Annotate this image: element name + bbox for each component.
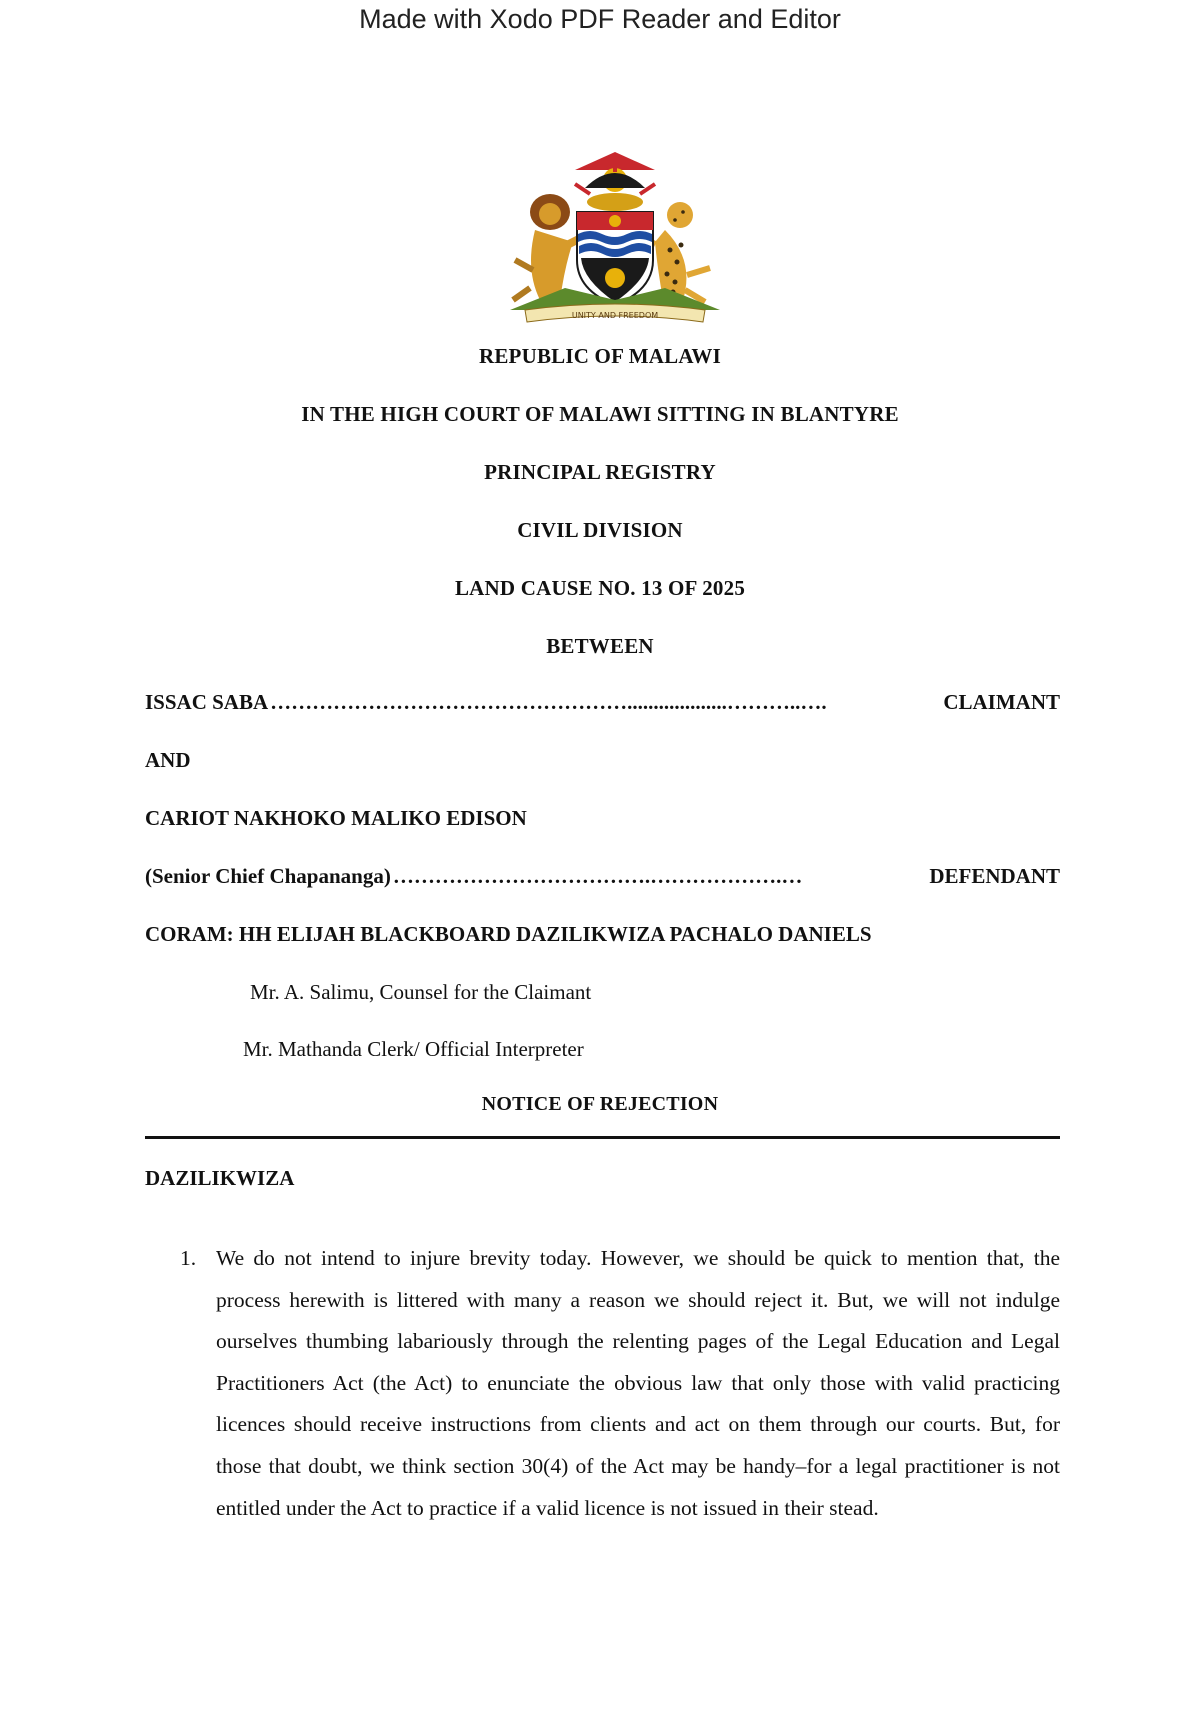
defendant-name: CARIOT NAKHOKO MALIKO EDISON xyxy=(145,806,527,830)
claimant-line xyxy=(145,690,1060,715)
paragraph-number: 1. xyxy=(180,1246,197,1270)
registry-heading: PRINCIPAL REGISTRY xyxy=(484,460,716,484)
republic-heading: REPUBLIC OF MALAWI xyxy=(478,344,721,368)
defendant-leader: ……………………………….……………….… xyxy=(392,864,803,888)
coram-line: CORAM: HH ELIJAH BLACKBOARD DAZILIKWIZA PACHALO DANIELS xyxy=(145,922,872,946)
defendant-role: DEFENDANT xyxy=(929,864,1060,888)
cause-number: LAND CAUSE NO. 13 OF 2025 xyxy=(454,576,746,600)
counsel-line: Mr. A. Salimu, Counsel for the Claimant xyxy=(250,980,592,1004)
paragraph-1 xyxy=(180,1238,1060,1529)
malawi-coat-of-arms-icon xyxy=(505,150,725,325)
between-heading: BETWEEN xyxy=(546,634,654,658)
defendant-line xyxy=(145,864,1060,889)
emblem-motto: UNITY AND FREEDOM xyxy=(571,311,659,320)
author-heading: DAZILIKWIZA xyxy=(145,1166,295,1190)
claimant-role: CLAIMANT xyxy=(943,690,1060,714)
watermark: Made with Xodo PDF Reader and Editor xyxy=(359,4,841,34)
clerk-line: Mr. Mathanda Clerk/ Official Interpreter xyxy=(243,1037,584,1061)
court-heading: IN THE HIGH COURT OF MALAWI SITTING IN BLANTYRE xyxy=(301,402,899,426)
notice-title: NOTICE OF REJECTION xyxy=(481,1093,719,1115)
claimant-leader: ……………………………………………...................………..…. xyxy=(270,690,827,714)
division-heading: CIVIL DIVISION xyxy=(517,518,683,542)
paragraph-text: We do not intend to injure brevity today. However, we should be quick to mention that, the process herewith is littered with many a reason we should reject it. But, we will not indulge ourselves thumbing labariously through the relenting pages of the Legal Education and Legal Practitioners Act (the Act) to enunciate the obvious law that only those with valid practicing licences should receive instructions from clients and act on them through our courts. But, for those that doubt, we think section 30(4) of the Act may be handy–for a legal practitioner is not entitled under the Act to practice if a valid licence is not issued in their stead. xyxy=(216,1246,1060,1520)
claimant-name: ISSAC SABA xyxy=(145,690,269,714)
defendant-title: (Senior Chief Chapananga) xyxy=(145,864,391,888)
and-separator: AND xyxy=(145,748,191,772)
divider xyxy=(145,1136,1060,1139)
